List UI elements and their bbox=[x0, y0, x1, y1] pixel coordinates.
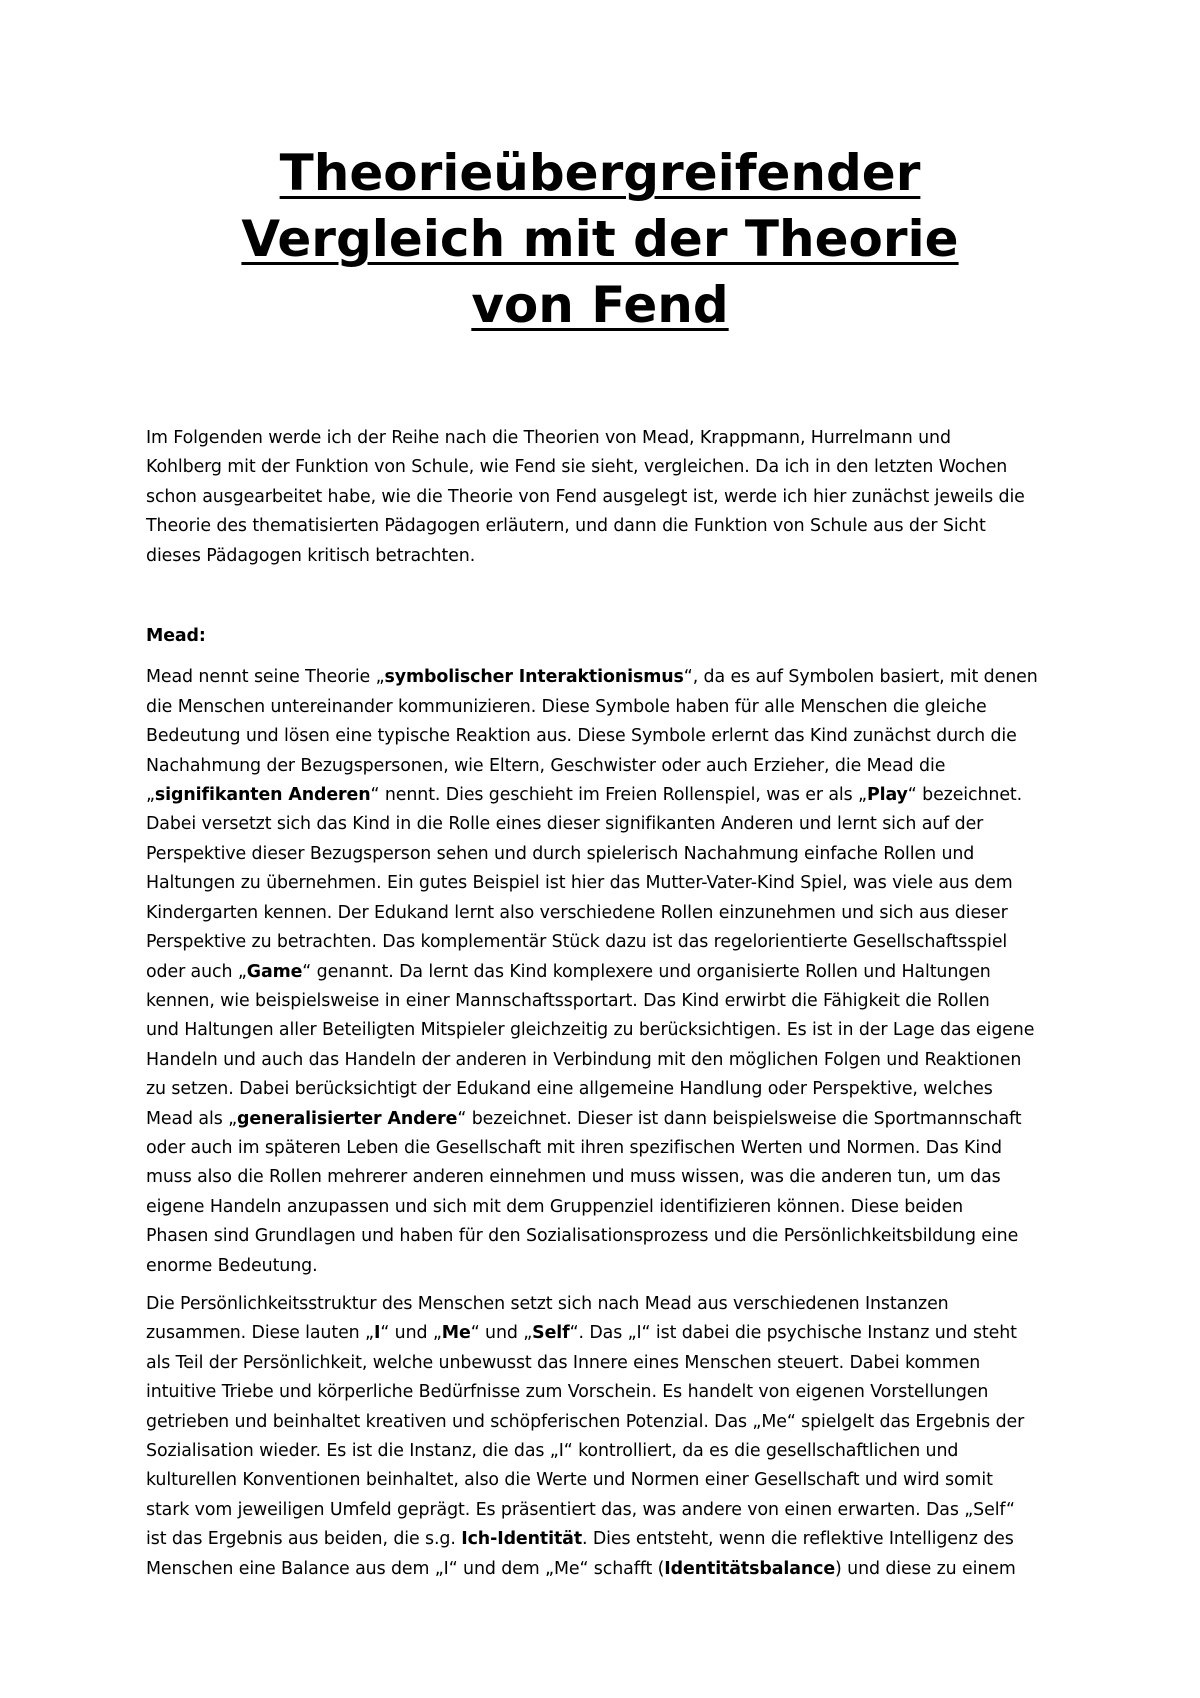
text-line: Nachahmung der Bezugspersonen, wie Eltern, Geschwister oder auch Erzieher, die Mead die bbox=[146, 755, 946, 776]
text-line: Bedeutung und lösen eine typische Reaktion aus. Diese Symbole erlernt das Kind zunächst durch die bbox=[146, 726, 1017, 747]
text-line: schon ausgearbeitet habe, wie die Theorie von Fend ausgelegt ist, werde ich hier zunächst jeweils die bbox=[146, 486, 1025, 507]
text-line: intuitive Triebe und körperliche Bedürfnisse zum Vorschein. Es handelt von eigenen Vorstellungen bbox=[146, 1382, 989, 1403]
term-bold: Me bbox=[441, 1323, 471, 1344]
text-line: enorme Bedeutung. bbox=[146, 1255, 318, 1276]
text-line: Im Folgenden werde ich der Reihe nach die Theorien von Mead, Krappmann, Hurrelmann und bbox=[146, 428, 951, 448]
text-line: eigene Handeln anzupassen und sich mit dem Gruppenziel identifizieren können. Diese beiden bbox=[146, 1196, 964, 1217]
text-line: oder auch im späteren Leben die Gesellschaft mit ihren spezifischen Werten und Normen. Das Kind bbox=[146, 1137, 1002, 1158]
title-line: Vergleich mit der Theorie bbox=[241, 210, 959, 268]
text-line: Kindergarten kennen. Der Edukand lernt also verschiedene Rollen einzunehmen und sich aus dieser bbox=[146, 902, 1008, 923]
text-line: Sozialisation wieder. Es ist die Instanz, die das „I“ kontrolliert, da es die gesellschaftlichen und bbox=[146, 1441, 959, 1461]
text-line: muss also die Rollen mehrerer anderen einnehmen und muss wissen, was die anderen tun, um das bbox=[146, 1167, 1001, 1188]
text-line: stark vom jeweiligen Umfeld geprägt. Es präsentiert das, was andere von einen erwarten. Das „Self“ bbox=[146, 1499, 1015, 1520]
text-line: kulturellen Konventionen beinhaltet, also die Werte und Normen einer Gesellschaft und wird somit bbox=[146, 1470, 993, 1491]
text-line: Mead nennt seine Theorie „symbolischer Interaktionismus“, da es auf Symbolen basiert, mit denen bbox=[146, 667, 1038, 688]
text-line: die Menschen untereinander kommunizieren. Diese Symbole haben für alle Menschen die gleiche bbox=[146, 696, 987, 717]
term-bold: Self bbox=[532, 1323, 570, 1344]
text-line: zu setzen. Dabei berücksichtigt der Edukand eine allgemeine Handlung oder Perspektive, welches bbox=[146, 1079, 993, 1100]
text-line: Die Persönlichkeitsstruktur des Menschen setzt sich nach Mead aus verschiedenen Instanzen bbox=[146, 1293, 949, 1314]
text-line: als Teil der Persönlichkeit, welche unbewusst das Innere eines Menschen steuert. Dabei kommen bbox=[146, 1352, 981, 1373]
term-bold: Identitätsbalance bbox=[664, 1558, 836, 1579]
text-line: oder auch „Game“ genannt. Da lernt das Kind komplexere und organisierte Rollen und Haltungen bbox=[146, 961, 991, 982]
text-line: Kohlberg mit der Funktion von Schule, wie Fend sie sieht, vergleichen. Da ich in den letzten Wochen bbox=[146, 457, 1008, 478]
document-title bbox=[120, 140, 1080, 338]
term-bold: generalisierter Andere bbox=[237, 1108, 458, 1129]
text-line: Handeln und auch das Handeln der anderen in Verbindung mit den möglichen Folgen und Reaktionen bbox=[146, 1049, 1022, 1070]
text-line: „signifikanten Anderen“ nennt. Dies geschieht im Freien Rollenspiel, was er als „Play“ bezeichnet. bbox=[146, 785, 1023, 806]
title-line: von Fend bbox=[471, 276, 729, 334]
term-bold: I bbox=[373, 1323, 381, 1344]
intro-paragraph bbox=[146, 424, 1076, 571]
text-line: und Haltungen aller Beteiligten Mitspieler gleichzeitig zu berücksichtigen. Es ist in der Lage das eigene bbox=[146, 1020, 1035, 1041]
term-bold: Game bbox=[246, 961, 303, 982]
term-bold: Play bbox=[866, 785, 908, 806]
document-body bbox=[146, 424, 1076, 1593]
section-heading-mead: Mead: bbox=[146, 626, 206, 647]
text-line: Perspektive zu betrachten. Das komplementär Stück dazu ist das regelorientierte Gesellschaftsspiel bbox=[146, 932, 1008, 953]
term-bold: Ich-Identität bbox=[461, 1529, 583, 1550]
text-line: Mead als „generalisierter Andere“ bezeichnet. Dieser ist dann beispielsweise die Sportmannschaft bbox=[146, 1108, 1022, 1129]
text-line: Dabei versetzt sich das Kind in die Rolle eines dieser signifikanten Anderen und lernt sich auf der bbox=[146, 814, 984, 835]
text-line: Phasen sind Grundlagen und haben für den Sozialisationsprozess und die Persönlichkeitsbildung eine bbox=[146, 1226, 1019, 1247]
text-line: ist das Ergebnis aus beiden, die s.g. Ich-Identität. Dies entsteht, wenn die reflektive Intelligenz des bbox=[146, 1529, 1014, 1550]
title-line: Theorieübergreifender bbox=[279, 144, 921, 202]
term-bold: signifikanten Anderen bbox=[154, 785, 371, 806]
term-bold: symbolischer Interaktionismus bbox=[384, 667, 684, 688]
text-line: Menschen eine Balance aus dem „I“ und dem „Me“ schafft (Identitätsbalance) und diese zu einem bbox=[146, 1558, 1016, 1579]
paragraph-mead-2 bbox=[146, 1290, 1076, 1584]
text-line: getrieben und beinhaltet kreativen und schöpferischen Potenzial. Das „Me“ spielgelt das Ergebnis der bbox=[146, 1411, 1025, 1432]
text-line: zusammen. Diese lauten „I“ und „Me“ und „Self“. Das „I“ ist dabei die psychische Instanz und steht bbox=[146, 1323, 1017, 1344]
text-line: kennen, wie beispielsweise in einer Mannschaftssportart. Das Kind erwirbt die Fähigkeit die Rollen bbox=[146, 990, 990, 1011]
paragraph-mead-1 bbox=[146, 663, 1076, 1281]
text-line: Theorie des thematisierten Pädagogen erläutern, und dann die Funktion von Schule aus der Sicht bbox=[146, 516, 986, 537]
text-line: dieses Pädagogen kritisch betrachten. bbox=[146, 545, 476, 566]
text-line: Perspektive dieser Bezugsperson sehen und durch spielerisch Nachahmung einfache Rollen und bbox=[146, 843, 975, 864]
text-line: Haltungen zu übernehmen. Ein gutes Beispiel ist hier das Mutter-Vater-Kind Spiel, was viele aus dem bbox=[146, 873, 1013, 894]
